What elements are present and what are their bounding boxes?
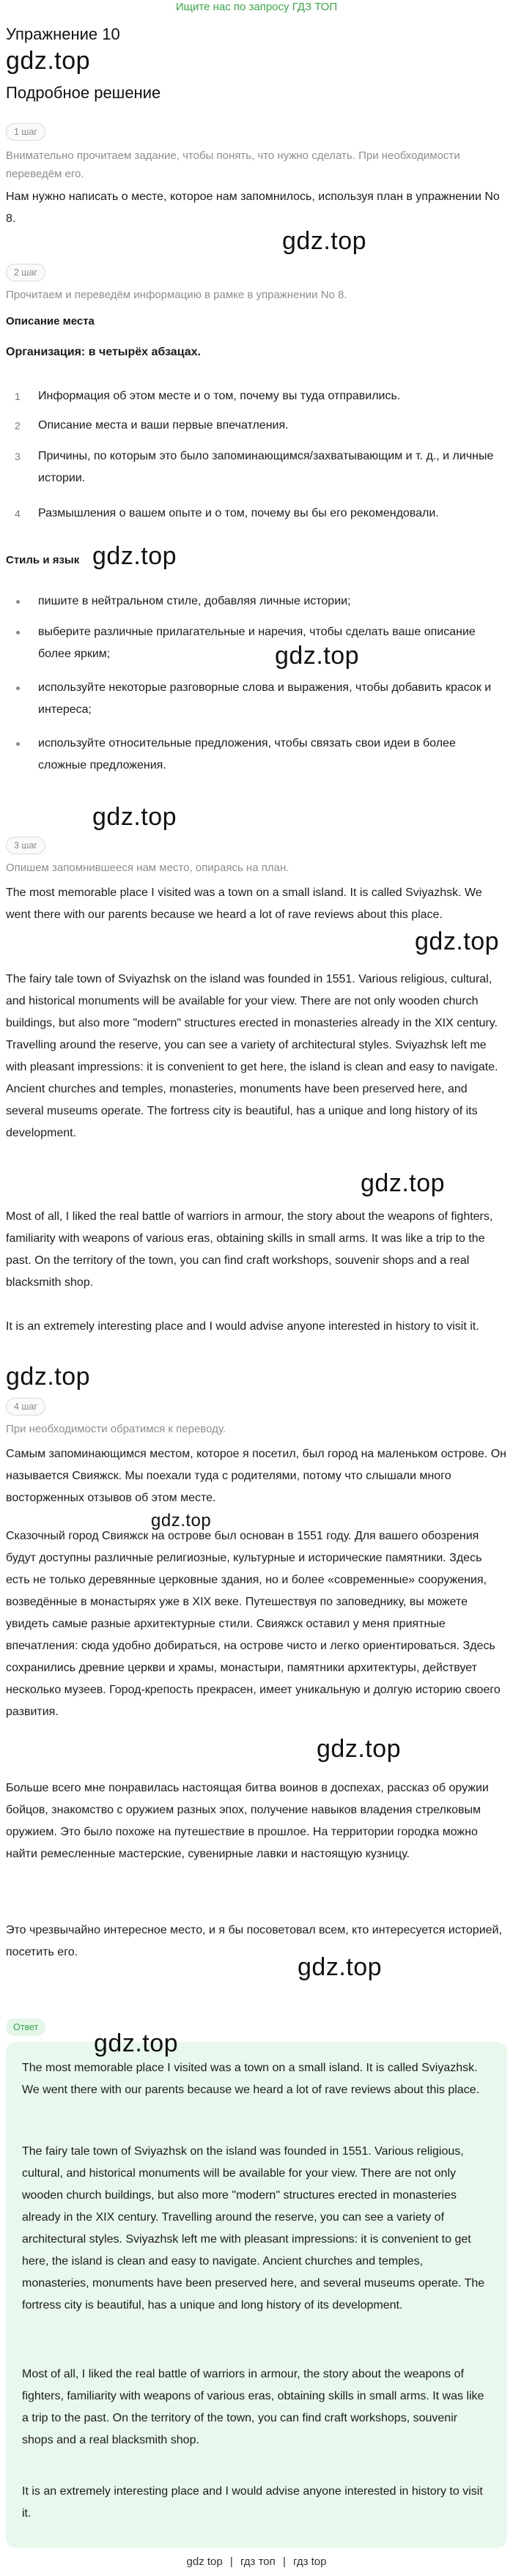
footer-link[interactable]: гдз top (293, 2555, 327, 2568)
essay-paragraph: Most of all, I liked the real battle of warriors in armour, the story about the weapons of fighters, familiarity with weapons of various eras, obtaining skills in small arms. It was like a trip to the past. On the territory of the town, you can find craft workshops, souvenir shops and a real blacksmith shop. (6, 1210, 493, 1289)
plan-item-text: Причины, по которым это было запоминающимся/захватывающим и т. д., и личные истории. (38, 450, 494, 484)
footer-separator: | (229, 2555, 233, 2568)
watermark: gdz.top (94, 2029, 179, 2057)
translation-paragraph: Больше всего мне понравилась настоящая битва воинов в доспехах, рассказ об оружии бойцов, знакомство с оружием разных эпох, получение навыков владения стрелковым оружием. Это было похоже на путешествие в прошлое. На территории городка можно найти ремесленные мастерские, сувенирные лавки и настоящую кузницу. (6, 1782, 489, 1860)
essay-paragraph: It is an extremely interesting place and I would advise anyone interested in history to visit it. (6, 1320, 479, 1333)
page-subtitle: Подробное решение (6, 84, 161, 102)
watermark: gdz.top (282, 227, 367, 255)
plan-item-number: 1 (15, 391, 21, 402)
watermark: gdz.top (298, 1953, 383, 1981)
plan-item-text: Информация об этом месте и о том, почему вы туда отправились. (38, 390, 401, 402)
step4-hint: При необходимости обратимся к переводу. (6, 1423, 226, 1435)
plan-item-text: Размышления о вашем опыте и о том, почему вы бы его рекомендовали. (38, 507, 439, 519)
plan-item-number: 3 (15, 451, 21, 462)
translation-paragraph: Сказочный город Свияжск на острове был основан в 1551 году. Для вашего обозрения будут доступны различные религиозные, культурные и исторические памятники. Здесь есть не только деревянные церковные здания, но и более «современные» сооружения, возведённые в монастырях уже в XIX веке. Путешествуя по заповеднику, вы можете увидеть самые разные архитектурные стили. Свияжск оставил у меня приятные впечатления: сюда удобно добираться, на острове чисто и легко ориентироваться. Здесь сохранились древние церкви и храмы, монастыри, памятники архитектуры, действует несколько музеев. Город-крепость прекрасен, имеет уникальную и долгую историю своего развития. (6, 1530, 501, 1718)
bullet-dot-icon (16, 686, 20, 690)
footer-link[interactable]: гдз топ (240, 2555, 276, 2568)
organization-value: в четырёх абзацах. (85, 346, 201, 358)
watermark: gdz.top (6, 47, 91, 75)
watermark: gdz.top (361, 1169, 446, 1197)
step-badge-3: 3 шаг (6, 837, 45, 854)
answer-paragraph: Most of all, I liked the real battle of warriors in armour, the story about the weapons of fighters, familiarity with weapons of various eras, obtaining skills in small arms. It was like a trip to the past. On the territory of the town, you can find craft workshops, souvenir shops and a real blacksmith shop. (22, 2368, 484, 2446)
step-badge-4: 4 шаг (6, 1398, 45, 1415)
style-bullet-text: выберите различные прилагательные и наречия, чтобы сделать ваше описание более ярким; (38, 626, 476, 660)
step2-hint: Прочитаем и переведём информацию в рамке в упражнении No 8. (6, 289, 347, 301)
watermark: gdz.top (6, 1363, 91, 1391)
plan-item-number: 4 (15, 508, 21, 519)
watermark: gdz.top (415, 928, 500, 955)
bullet-dot-icon (16, 742, 20, 746)
style-bullet-text: пишите в нейтральном стиле, добавляя личные истории; (38, 595, 351, 607)
answer-badge: Ответ (6, 2018, 45, 2036)
answer-paragraph: It is an extremely interesting place and I would advise anyone interested in history to visit it. (22, 2485, 483, 2520)
translation-paragraph: Самым запоминающимся местом, которое я посетил, был город на маленьком острове. Он называется Свияжск. Мы поехали туда с родителями, потому что слышали много восторженных отзывов об этом месте. (6, 1448, 507, 1504)
plan-item-number: 2 (15, 420, 21, 432)
plan-item-text: Описание места и ваши первые впечатления. (38, 419, 289, 432)
footer-links (0, 2555, 513, 2568)
watermark: gdz.top (317, 1735, 402, 1763)
watermark: gdz.top (151, 1511, 212, 1531)
watermark: gdz.top (92, 542, 177, 570)
step1-text: Нам нужно написать о месте, которое нам запомнилось, используя план в упражнении No 8. (6, 190, 500, 225)
organization-label: Организация: (6, 346, 86, 358)
style-heading: Стиль и язык (6, 554, 80, 566)
step2-heading: Описание места (6, 315, 95, 327)
bullet-dot-icon (16, 600, 20, 604)
footer-link[interactable]: gdz top (186, 2555, 223, 2568)
answer-paragraph: The most memorable place I visited was a town on a small island. It is called Sviyazhsk. We went there with our parents because we heard a lot of rave reviews about this place. (22, 2062, 480, 2096)
page-title: Упражнение 10 (6, 25, 120, 43)
promo-bar[interactable]: Ищите нас по запросу ГДЗ ТОП (175, 1, 338, 13)
style-bullet-text: используйте некоторые разговорные слова и выражения, чтобы добавить красок и интереса; (38, 681, 492, 716)
watermark: gdz.top (275, 642, 360, 670)
step3-hint: Опишем запомнившееся нам место, опираясь на план. (6, 862, 289, 874)
bullet-dot-icon (16, 631, 20, 634)
organization-line (6, 341, 507, 363)
translation-paragraph: Это чрезвычайно интересное место, и я бы посоветовал всем, кто интересуется историей, посетить его. (6, 1924, 502, 1958)
footer-separator: | (282, 2555, 286, 2568)
style-bullet-text: используйте относительные предложения, чтобы связать свои идеи в более сложные предложения. (38, 737, 456, 771)
essay-paragraph: The most memorable place I visited was a town on a small island. It is called Sviyazhsk. We went there with our parents because we heard a lot of rave reviews about this place. (6, 887, 482, 921)
step-badge-2: 2 шаг (6, 264, 45, 281)
essay-paragraph: The fairy tale town of Sviyazhsk on the island was founded in 1551. Various religious, cultural, and historical monuments will be available for your view. There are not only wooden church buildings, but also more "modern" structures erected in monasteries already in the XIX century. Travelling around the reserve, you can see a variety of architectural styles. Sviyazhsk left me with pleasant impressions: it is convenient to get here, the island is clean and easy to navigate. Ancient churches and temples, monasteries, monuments have been preserved here, and several museums operate. The fortress city is beautiful, has a unique and long history of its development. (6, 973, 498, 1139)
step1-hint: Внимательно прочитаем задание, чтобы понять, что нужно сделать. При необходимости переведём его. (6, 149, 460, 180)
watermark: gdz.top (92, 803, 177, 831)
answer-paragraph: The fairy tale town of Sviyazhsk on the island was founded in 1551. Various religious, cultural, and historical monuments will be available for your view. There are not only wooden church buildings, but also more "modern" structures erected in monasteries already in the XIX century. Travelling around the reserve, you can see a variety of architectural styles. Sviyazhsk left me with pleasant impressions: it is convenient to get here, the island is clean and easy to navigate. Ancient churches and temples, monasteries, monuments have been preserved here, and several museums operate. The fortress city is beautiful, has a unique and long history of its development. (22, 2145, 485, 2312)
step-badge-1: 1 шаг (6, 123, 45, 141)
